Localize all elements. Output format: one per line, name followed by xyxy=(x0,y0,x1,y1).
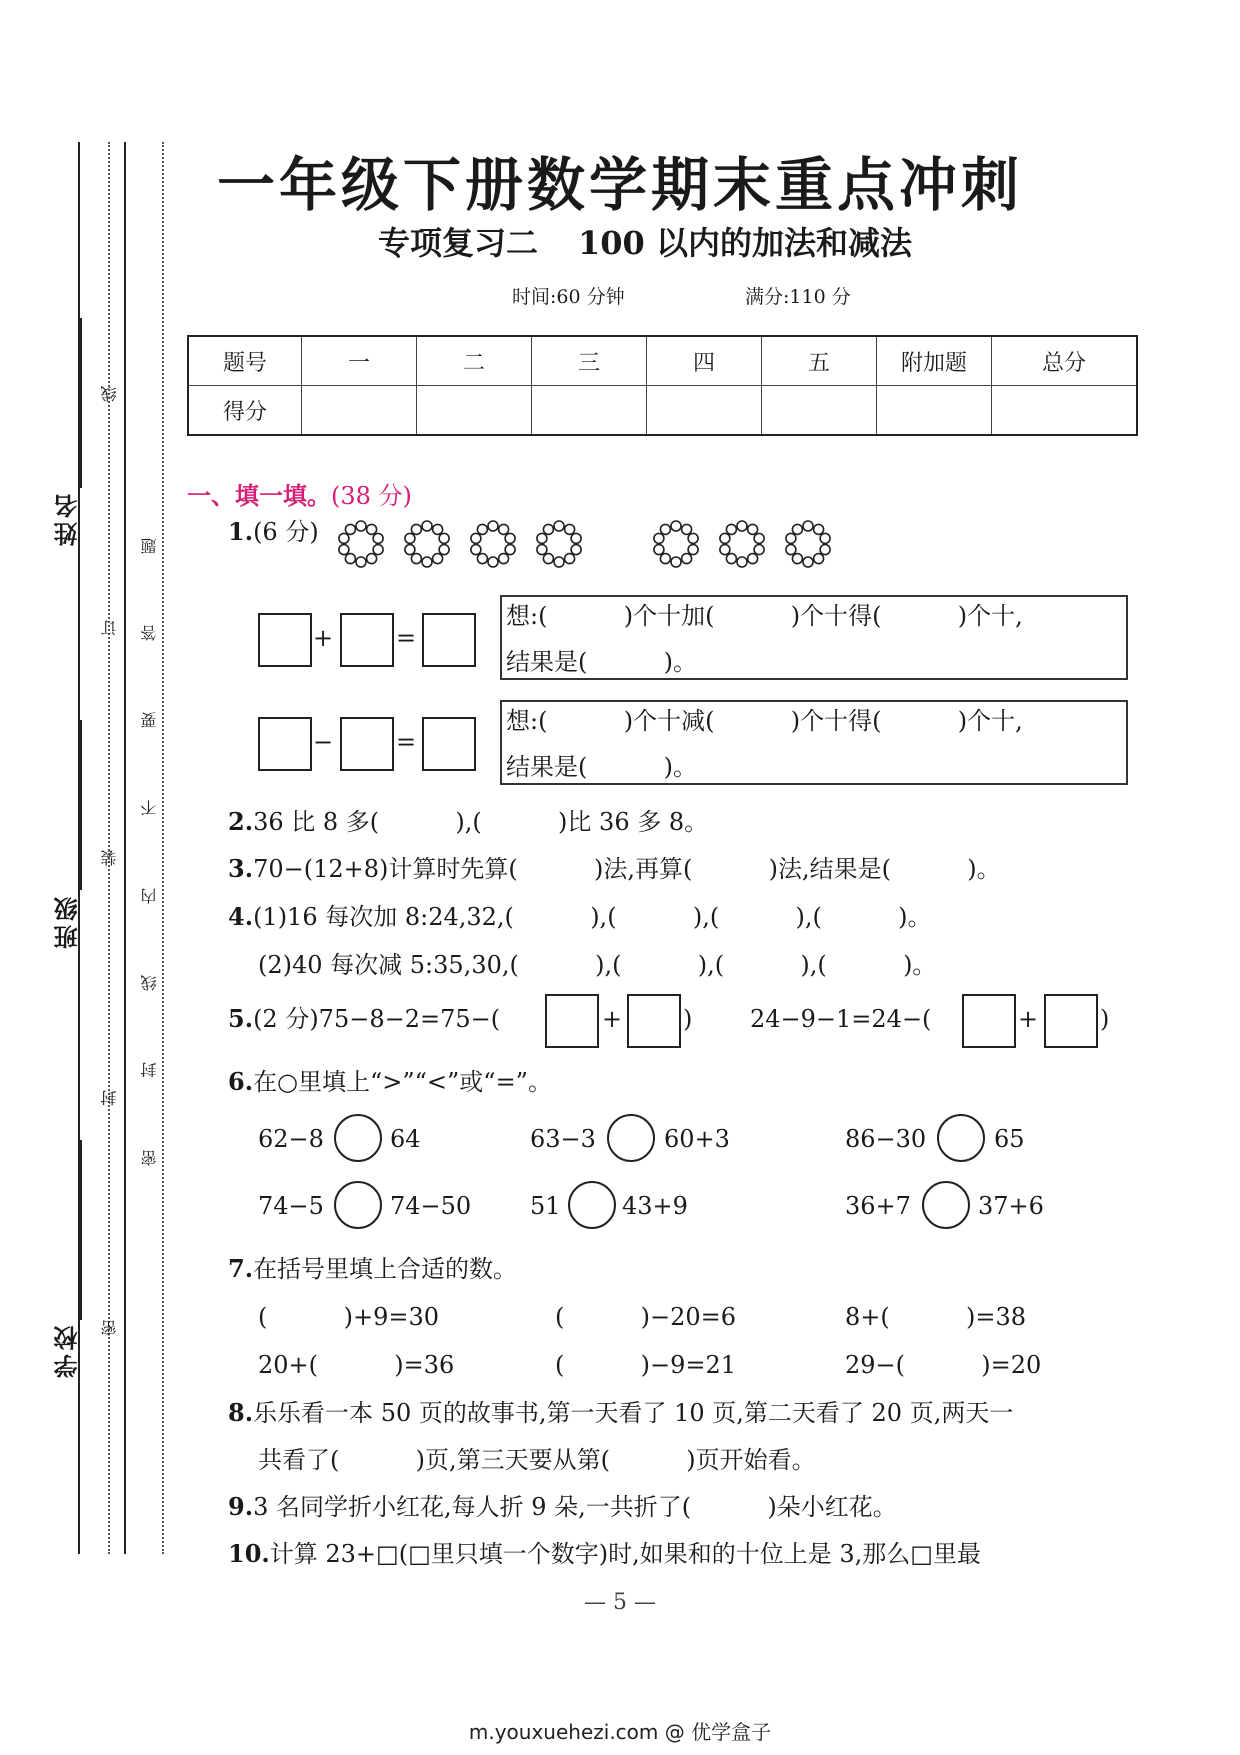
question-text: (1)16 每次加 8:24,32,( ),( ),( ),( )。 xyxy=(253,903,932,931)
cut-mark: 封 xyxy=(140,1062,159,1078)
sidebar-line-inner xyxy=(124,142,126,1554)
plus-sign: + xyxy=(602,1005,623,1033)
question-number: 1. xyxy=(228,517,254,546)
score-cell[interactable] xyxy=(302,386,417,436)
question-text: 36 比 8 多( ),( )比 36 多 8。 xyxy=(253,808,709,836)
question-text: 70−(12+8)计算时先算( )法,再算( )法,结果是( )。 xyxy=(253,855,1001,883)
compare-circle[interactable] xyxy=(568,1181,616,1229)
question-5-part-2: 24−9−1=24−( xyxy=(750,1005,932,1033)
hint-line: 想:( )个十加( )个十得( )个十, xyxy=(506,602,1023,630)
cut-mark: 线 xyxy=(140,975,159,991)
fill-item: ( )+9=30 xyxy=(258,1303,440,1331)
answer-box[interactable] xyxy=(340,613,394,667)
cut-mark: 装 xyxy=(100,850,119,866)
question-7 xyxy=(228,1254,518,1283)
question-4-part-2: (2)40 每次减 5:35,30,( ),( ),( ),( )。 xyxy=(258,951,937,979)
compare-left: 62−8 xyxy=(258,1125,324,1153)
section-heading xyxy=(187,476,412,511)
equals-sign: = xyxy=(396,728,417,756)
compare-right: 43+9 xyxy=(622,1192,688,1220)
plus-sign: + xyxy=(313,624,334,652)
section-title: 一、填一填。 xyxy=(187,482,331,510)
question-points: (6 分) xyxy=(253,518,319,546)
answer-box[interactable] xyxy=(258,613,312,667)
question-text: 计算 23+□(□里只填一个数字)时,如果和的十位上是 3,那么□里最 xyxy=(269,1540,981,1568)
class-label: 班级 xyxy=(54,893,82,949)
score-cell[interactable] xyxy=(992,386,1138,436)
score-table xyxy=(187,335,1138,436)
answer-box[interactable] xyxy=(422,717,476,771)
answer-box[interactable] xyxy=(627,994,681,1048)
answer-box[interactable] xyxy=(1044,994,1098,1048)
name-label: 姓名 xyxy=(54,490,82,546)
compare-circle[interactable] xyxy=(937,1114,985,1162)
bead-ring-icon xyxy=(336,519,386,569)
subtitle-topic: 100 以内的加法和减法 xyxy=(578,224,912,262)
equals-sign: = xyxy=(396,624,417,652)
question-text: 3 名同学折小红花,每人折 9 朵,一共折了( )朵小红花。 xyxy=(253,1493,897,1521)
bead-ring-icon xyxy=(402,519,452,569)
question-text: 在○里填上“>”“<”或“=”。 xyxy=(253,1068,552,1096)
table-cell: 题号 xyxy=(188,336,302,386)
school-underline xyxy=(80,1140,82,1320)
cut-mark: 订 xyxy=(100,620,119,636)
compare-circle[interactable] xyxy=(334,1114,382,1162)
table-cell: 五 xyxy=(762,336,877,386)
fill-item: ( )−9=21 xyxy=(555,1351,737,1379)
compare-circle[interactable] xyxy=(334,1181,382,1229)
question-5 xyxy=(228,1004,501,1033)
compare-left: 63−3 xyxy=(530,1125,596,1153)
full-score: 满分:110 分 xyxy=(745,286,851,308)
score-cell[interactable] xyxy=(647,386,762,436)
cut-mark: 密 xyxy=(140,1150,159,1166)
answer-box[interactable] xyxy=(422,613,476,667)
answer-box[interactable] xyxy=(545,994,599,1048)
question-number: 6. xyxy=(228,1067,254,1096)
cut-mark: 题 xyxy=(140,538,159,554)
question-10 xyxy=(228,1539,981,1568)
bead-ring-icon xyxy=(534,519,584,569)
page-title: 一年级下册数学期末重点冲刺 xyxy=(216,151,1023,219)
question-2 xyxy=(228,807,709,836)
subtitle-part: 专项复习二 xyxy=(378,224,539,262)
sidebar-line-dotted-2 xyxy=(162,142,164,1554)
close-paren: ) xyxy=(1100,1005,1110,1033)
table-cell: 得分 xyxy=(188,386,302,436)
question-number: 2. xyxy=(228,807,254,836)
class-underline xyxy=(80,720,82,890)
question-number: 10. xyxy=(228,1539,270,1568)
cut-mark: 要 xyxy=(140,712,159,728)
question-number: 4. xyxy=(228,902,254,931)
plus-sign: + xyxy=(1018,1005,1039,1033)
fill-item: 8+( )=38 xyxy=(845,1303,1027,1331)
close-paren: ) xyxy=(683,1005,693,1033)
question-9 xyxy=(228,1492,897,1521)
compare-left: 36+7 xyxy=(845,1192,911,1220)
table-cell: 一 xyxy=(302,336,417,386)
school-label: 学校 xyxy=(54,1322,82,1378)
table-cell: 总分 xyxy=(992,336,1138,386)
name-underline xyxy=(80,318,82,488)
compare-left: 51 xyxy=(530,1192,561,1220)
score-cell[interactable] xyxy=(762,386,877,436)
hint-line: 结果是( )。 xyxy=(506,648,698,676)
question-text: (2 分)75−8−2=75−( xyxy=(253,1005,501,1033)
page-subtitle xyxy=(378,218,912,264)
compare-right: 65 xyxy=(994,1125,1025,1153)
cut-mark: 不 xyxy=(140,800,159,816)
question-8-line-2: 共看了( )页,第三天要从第( )页开始看。 xyxy=(258,1446,816,1474)
score-cell[interactable] xyxy=(877,386,992,436)
compare-circle[interactable] xyxy=(922,1181,970,1229)
watermark: m.youxuehezi.com @ 优学盒子 xyxy=(468,1720,772,1744)
question-4 xyxy=(228,902,932,931)
answer-box[interactable] xyxy=(258,717,312,771)
table-cell: 三 xyxy=(532,336,647,386)
fill-item: ( )−20=6 xyxy=(555,1303,737,1331)
cut-mark: 密 xyxy=(100,1320,119,1336)
minus-sign: − xyxy=(313,728,334,756)
question-number: 3. xyxy=(228,854,254,883)
question-text: 乐乐看一本 50 页的故事书,第一天看了 10 页,第二天看了 20 页,两天一 xyxy=(253,1399,1014,1427)
hint-line: 想:( )个十减( )个十得( )个十, xyxy=(506,707,1023,735)
hint-line: 结果是( )。 xyxy=(506,753,698,781)
question-number: 5. xyxy=(228,1004,254,1033)
compare-left: 74−5 xyxy=(258,1192,324,1220)
table-cell: 附加题 xyxy=(877,336,992,386)
question-text: 在括号里填上合适的数。 xyxy=(253,1255,518,1283)
bead-ring-icon xyxy=(783,519,833,569)
compare-right: 74−50 xyxy=(390,1192,472,1220)
question-number: 7. xyxy=(228,1254,254,1283)
question-3 xyxy=(228,854,1001,883)
page-number: — 5 — xyxy=(584,1590,656,1615)
cut-mark: 线 xyxy=(100,386,119,402)
section-points: (38 分) xyxy=(331,482,412,510)
answer-box[interactable] xyxy=(340,717,394,771)
compare-left: 86−30 xyxy=(845,1125,927,1153)
compare-right: 64 xyxy=(390,1125,421,1153)
question-number: 8. xyxy=(228,1398,254,1427)
bead-ring-icon xyxy=(717,519,767,569)
compare-right: 37+6 xyxy=(978,1192,1044,1220)
score-cell[interactable] xyxy=(532,386,647,436)
compare-circle[interactable] xyxy=(607,1114,655,1162)
table-row xyxy=(188,386,1137,436)
bead-ring-icon xyxy=(468,519,518,569)
fill-item: 20+( )=36 xyxy=(258,1351,455,1379)
compare-right: 60+3 xyxy=(664,1125,730,1153)
cut-mark: 内 xyxy=(140,888,159,904)
fill-item: 29−( )=20 xyxy=(845,1351,1042,1379)
table-cell: 四 xyxy=(647,336,762,386)
question-6 xyxy=(228,1067,552,1096)
exam-time: 时间:60 分钟 xyxy=(512,286,625,308)
question-1-label xyxy=(228,517,319,546)
table-cell: 二 xyxy=(417,336,532,386)
answer-box[interactable] xyxy=(962,994,1016,1048)
question-number: 9. xyxy=(228,1492,254,1521)
sidebar-line-dotted-1 xyxy=(108,142,110,1554)
table-row xyxy=(188,336,1137,386)
cut-mark: 答 xyxy=(140,625,159,641)
cut-mark: 封 xyxy=(100,1090,119,1106)
score-cell[interactable] xyxy=(417,386,532,436)
question-8 xyxy=(228,1398,1014,1427)
bead-ring-icon xyxy=(651,519,701,569)
